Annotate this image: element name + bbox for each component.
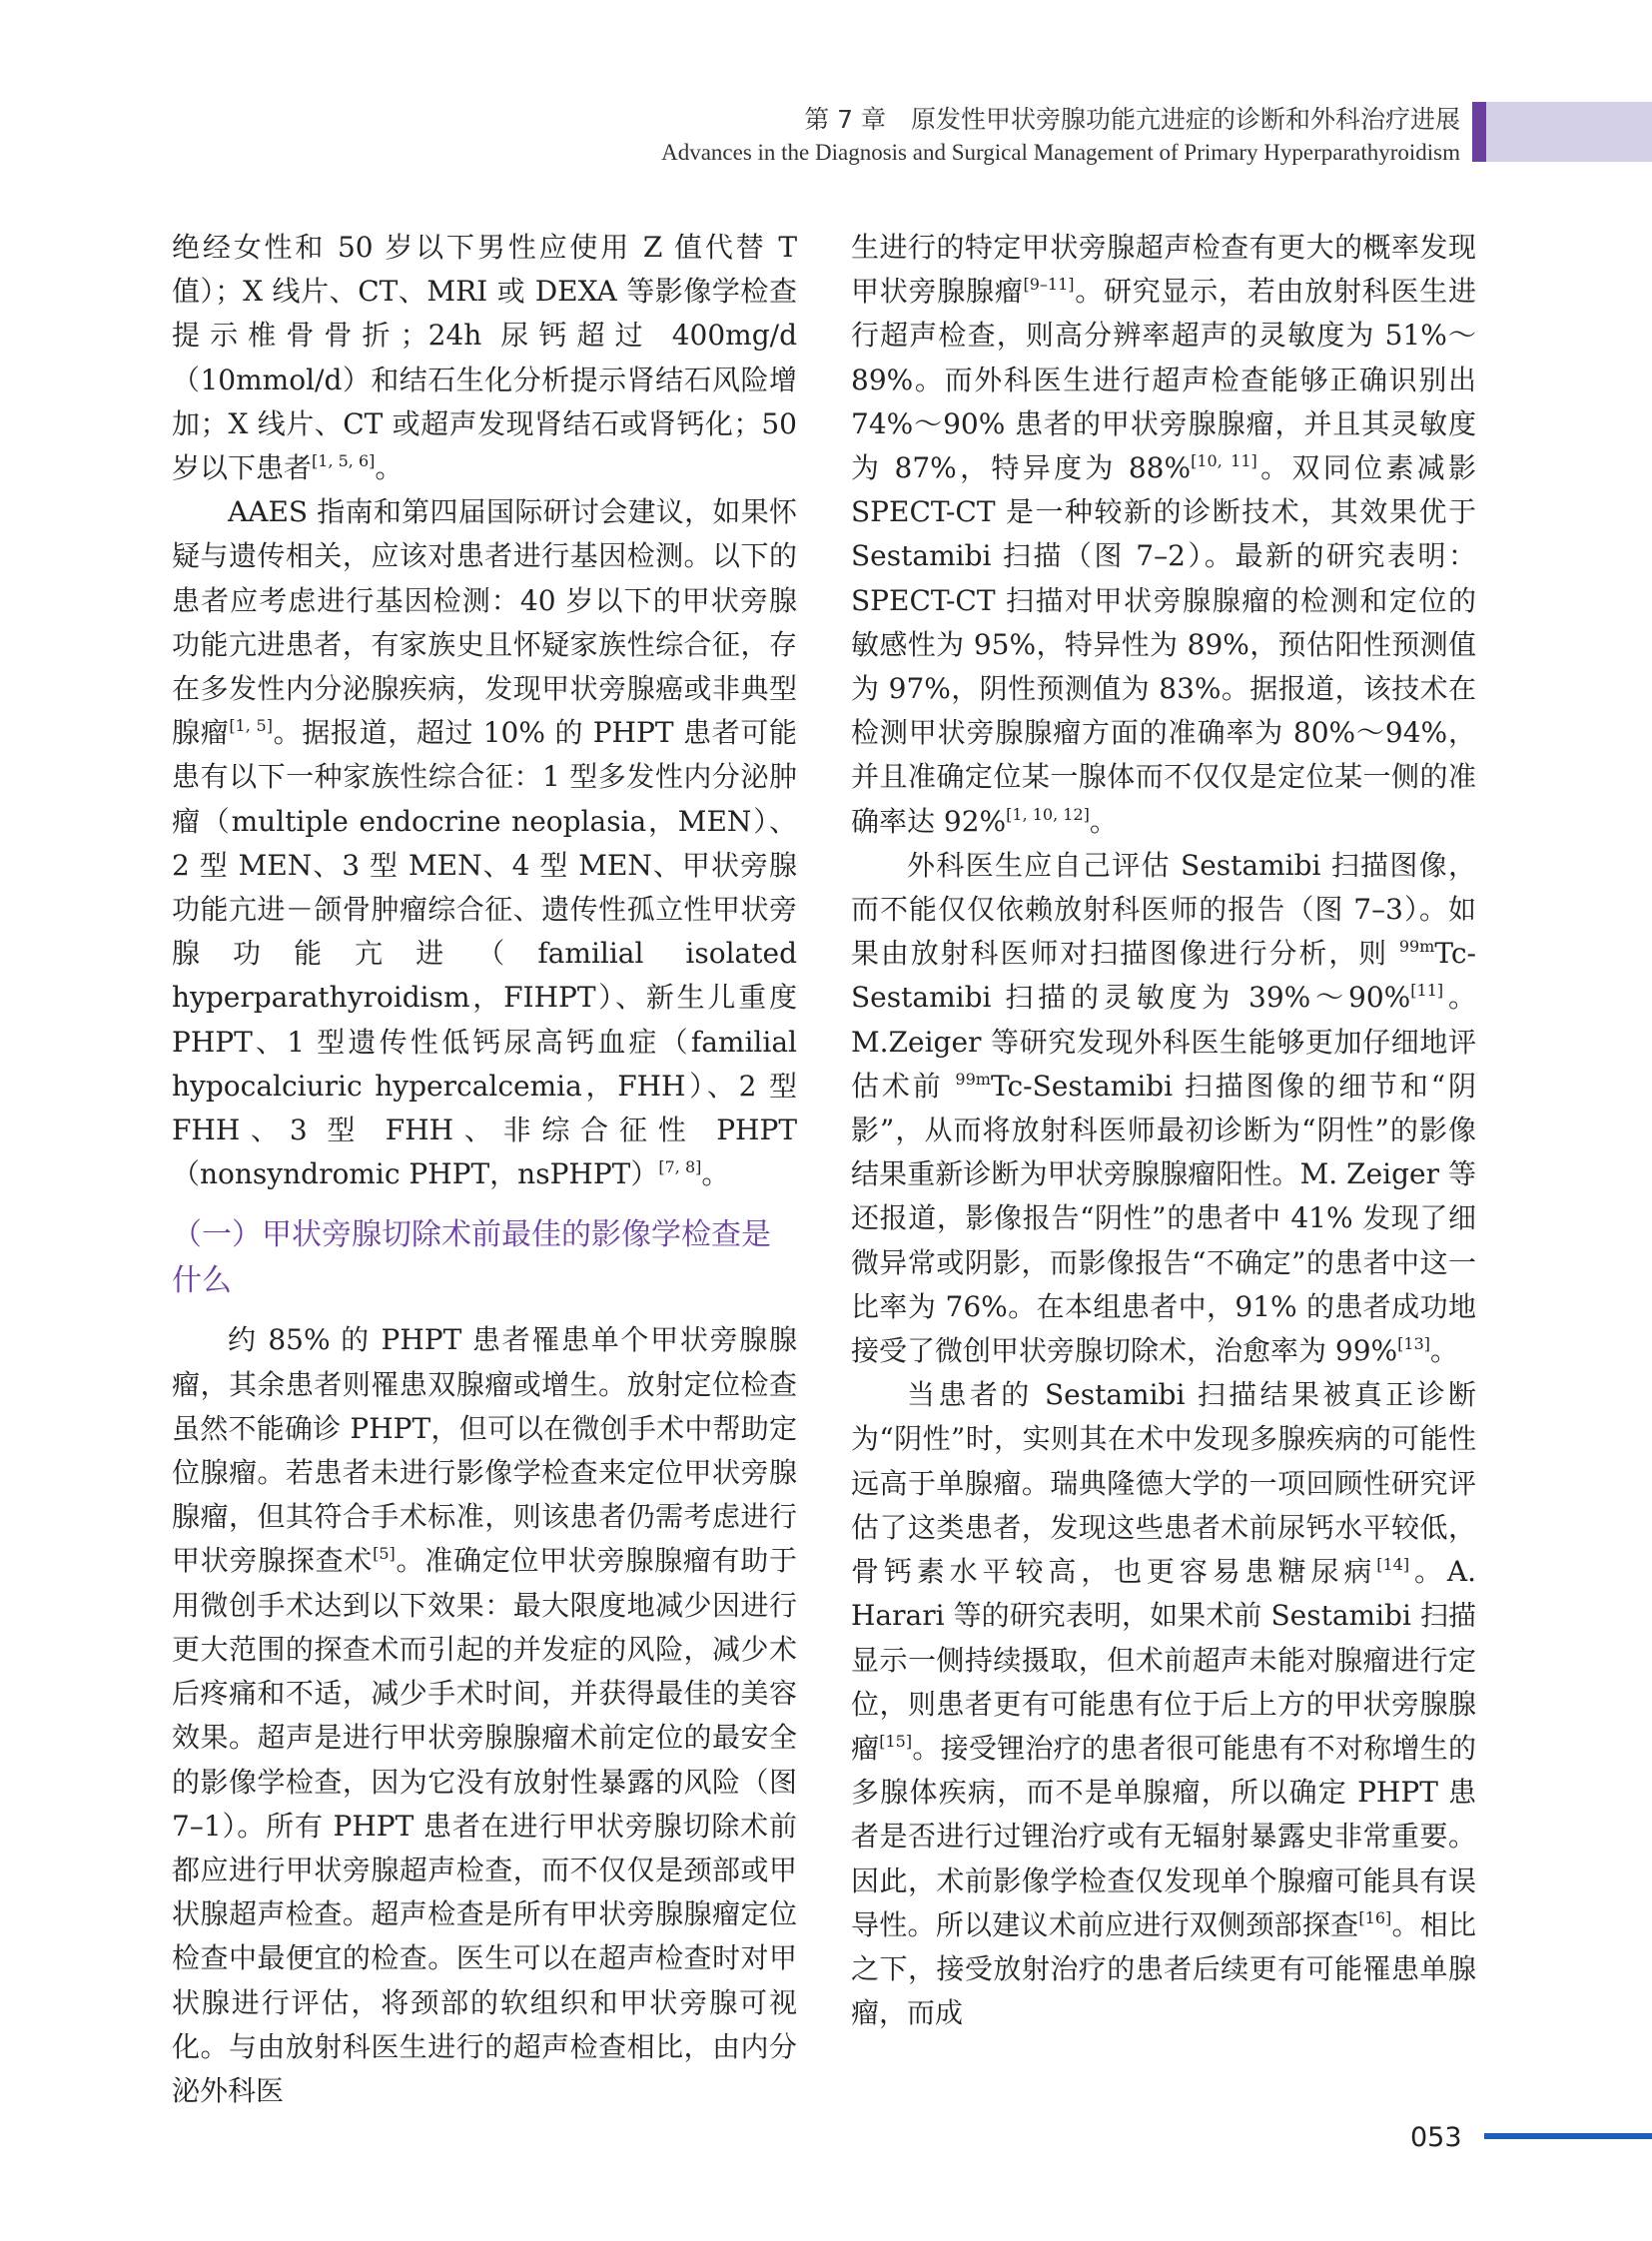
citation: [9–11]	[1023, 275, 1075, 295]
citation: [1, 5, 6]	[312, 451, 376, 471]
citation: [10, 11]	[1191, 451, 1257, 471]
right-column	[851, 226, 1476, 2035]
citation: [1, 10, 12]	[1006, 804, 1090, 824]
citation: [14]	[1376, 1555, 1410, 1575]
citation: [11]	[1410, 981, 1444, 1001]
paragraph: 当患者的 Sestamibi 扫描结果被真正诊断为“阴性”时，实则其在术中发现多腺疾病的可能性远高于单腺瘤。瑞典隆德大学的一项回顾性研究评估了这类患者，发现这些患者术前尿钙水平较低，骨钙素水平较高，也更容易患糖尿病[14]。A. Harari 等的研究表明，如果术前 Sestamibi 扫描显示一侧持续摄取，但术前超声未能对腺瘤进行定位，则患者更有可能患有位于后上方的甲状旁腺腺瘤[15]。接受锂治疗的患者很可能患有不对称增生的多腺体疾病，而不是单腺瘤，所以确定 PHPT 患者是否进行过锂治疗或有无辐射暴露史非常重要。因此，术前影像学检查仅发现单个腺瘤可能具有误导性。所以建议术前应进行双侧颈部探查[16]。相比之下，接受放射治疗的患者后续更有可能罹患单腺瘤，而成	[851, 1378, 1476, 2030]
header-accent-bar	[1472, 102, 1486, 162]
isotope-superscript: 99m	[1398, 937, 1435, 957]
section-heading: （一）甲状旁腺切除术前最佳的影像学检查是什么	[172, 1217, 771, 1299]
paragraph: 生进行的特定甲状旁腺超声检查有更大的概率发现甲状旁腺腺瘤[9–11]。研究显示，若由放射科医生进行超声检查，则高分辨率超声的灵敏度为 51%～89%。而外科医生进行超声检查能够正确识别出 74%～90% 患者的甲状旁腺腺瘤，并且其灵敏度为 87%，特异度为 88%[10, 11]。双同位素减影 SPECT-CT 是一种较新的诊断技术，其效果优于 Sestamibi 扫描（图 7–2）。最新的研究表明：SPECT-CT 扫描对甲状旁腺腺瘤的检测和定位的敏感性为 95%，特异性为 89%，预估阳性预测值为 97%，阴性预测值为 83%。据报道，该技术在检测甲状旁腺腺瘤方面的准确率为 80%～94%，并且准确定位某一腺体而不仅仅是定位某一侧的准确率达 92%[1, 10, 12]。	[851, 231, 1476, 838]
paragraph: 外科医生应自己评估 Sestamibi 扫描图像，而不能仅仅依赖放射科医师的报告（图 7–3）。如果由放射科医师对扫描图像进行分析，则 $^{99m}$Tc-Sestamibi 扫描的灵敏度为 39%～90%[11]。M.Zeiger 等研究发现外科医生能够更加仔细地评估术前 $^{99m}$Tc-Sestamibi 扫描图像的细节和“阴影”，从而将放射科医师最初诊断为“阴性”的影像结果重新诊断为甲状旁腺腺瘤阳性。M. Zeiger 等还报道，影像报告“阴性”的患者中 41% 发现了细微异常或阴影，而影像报告“不确定”的患者中这一比率为 76%。在本组患者中，91% 的患者成功地接受了微创甲状旁腺切除术，治愈率为 99%[13]。	[851, 848, 1476, 1368]
header-band	[1486, 102, 1652, 162]
paragraph: 绝经女性和 50 岁以下男性应使用 Z 值代替 T 值）；X 线片、CT、MRI 或 DEXA 等影像学检查提示椎骨骨折；24h 尿钙超过 400mg/d（10mmol/d）和结石生化分析提示肾结石风险增加；X 线片、CT 或超声发现肾结石或肾钙化；50 岁以下患者[1, 5, 6]。	[172, 231, 797, 485]
page-number: 053	[1410, 2122, 1462, 2153]
citation: [7, 8]	[658, 1157, 702, 1177]
isotope-superscript: 99m	[955, 1069, 991, 1089]
paragraph: 约 85% 的 PHPT 患者罹患单个甲状旁腺腺瘤，其余患者则罹患双腺瘤或增生。放射定位检查虽然不能确诊 PHPT，但可以在微创手术中帮助定位腺瘤。若患者未进行影像学检查来定位甲状旁腺腺瘤，但其符合手术标准，则该患者仍需考虑进行甲状旁腺探查术[5]。准确定位甲状旁腺腺瘤有助于用微创手术达到以下效果：最大限度地减少因进行更大范围的探查术而引起的并发症的风险，减少术后疼痛和不适，减少手术时间，并获得最佳的美容效果。超声是进行甲状旁腺腺瘤术前定位的最安全的影像学检查，因为它没有放射性暴露的风险（图 7–1）。所有 PHPT 患者在进行甲状旁腺切除术前都应进行甲状旁腺超声检查，而不仅仅是颈部或甲状腺超声检查。超声检查是所有甲状旁腺腺瘤定位检查中最便宜的检查。医生可以在超声检查时对甲状腺进行评估，将颈部的软组织和甲状旁腺可视化。与由放射科医生进行的超声检查相比，由内分泌外科医	[172, 1323, 797, 2107]
citation: [5]	[373, 1544, 396, 1564]
citation: [15]	[879, 1731, 913, 1751]
paragraph: AAES 指南和第四届国际研讨会建议，如果怀疑与遗传相关，应该对患者进行基因检测。以下的患者应考虑进行基因检测：40 岁以下的甲状旁腺功能亢进患者，有家族史且怀疑家族性综合征，存在多发性内分泌腺疾病，发现甲状旁腺癌或非典型腺瘤[1, 5]。据报道，超过 10% 的 PHPT 患者可能患有以下一种家族性综合征：1 型多发性内分泌肿瘤（multiple endocrine neoplasia，MEN）、2 型 MEN、3 型 MEN、4 型 MEN、甲状旁腺功能亢进－颌骨肿瘤综合征、遗传性孤立性甲状旁腺功能亢进（familial isolated hyperparathyroidism，FIHPT）、新生儿重度 PHPT、1 型遗传性低钙尿高钙血症（familial hypocalciuric hypercalcemia，FHH）、2 型 FHH、3 型 FHH、非综合征性 PHPT（nonsyndromic PHPT，nsPHPT）[7, 8]。	[172, 495, 797, 1191]
citation: [1, 5]	[229, 716, 273, 736]
citation: [13]	[1397, 1334, 1430, 1354]
footer-bar	[1484, 2133, 1652, 2139]
citation: [16]	[1358, 1907, 1392, 1927]
chapter-title-en: Advances in the Diagnosis and Surgical Management of Primary Hyperparathyroidism	[661, 140, 1460, 165]
page-header	[0, 0, 1652, 180]
chapter-title-cn: 第 7 章 原发性甲状旁腺功能亢进症的诊断和外科治疗进展	[804, 105, 1460, 134]
left-column	[172, 226, 797, 2113]
